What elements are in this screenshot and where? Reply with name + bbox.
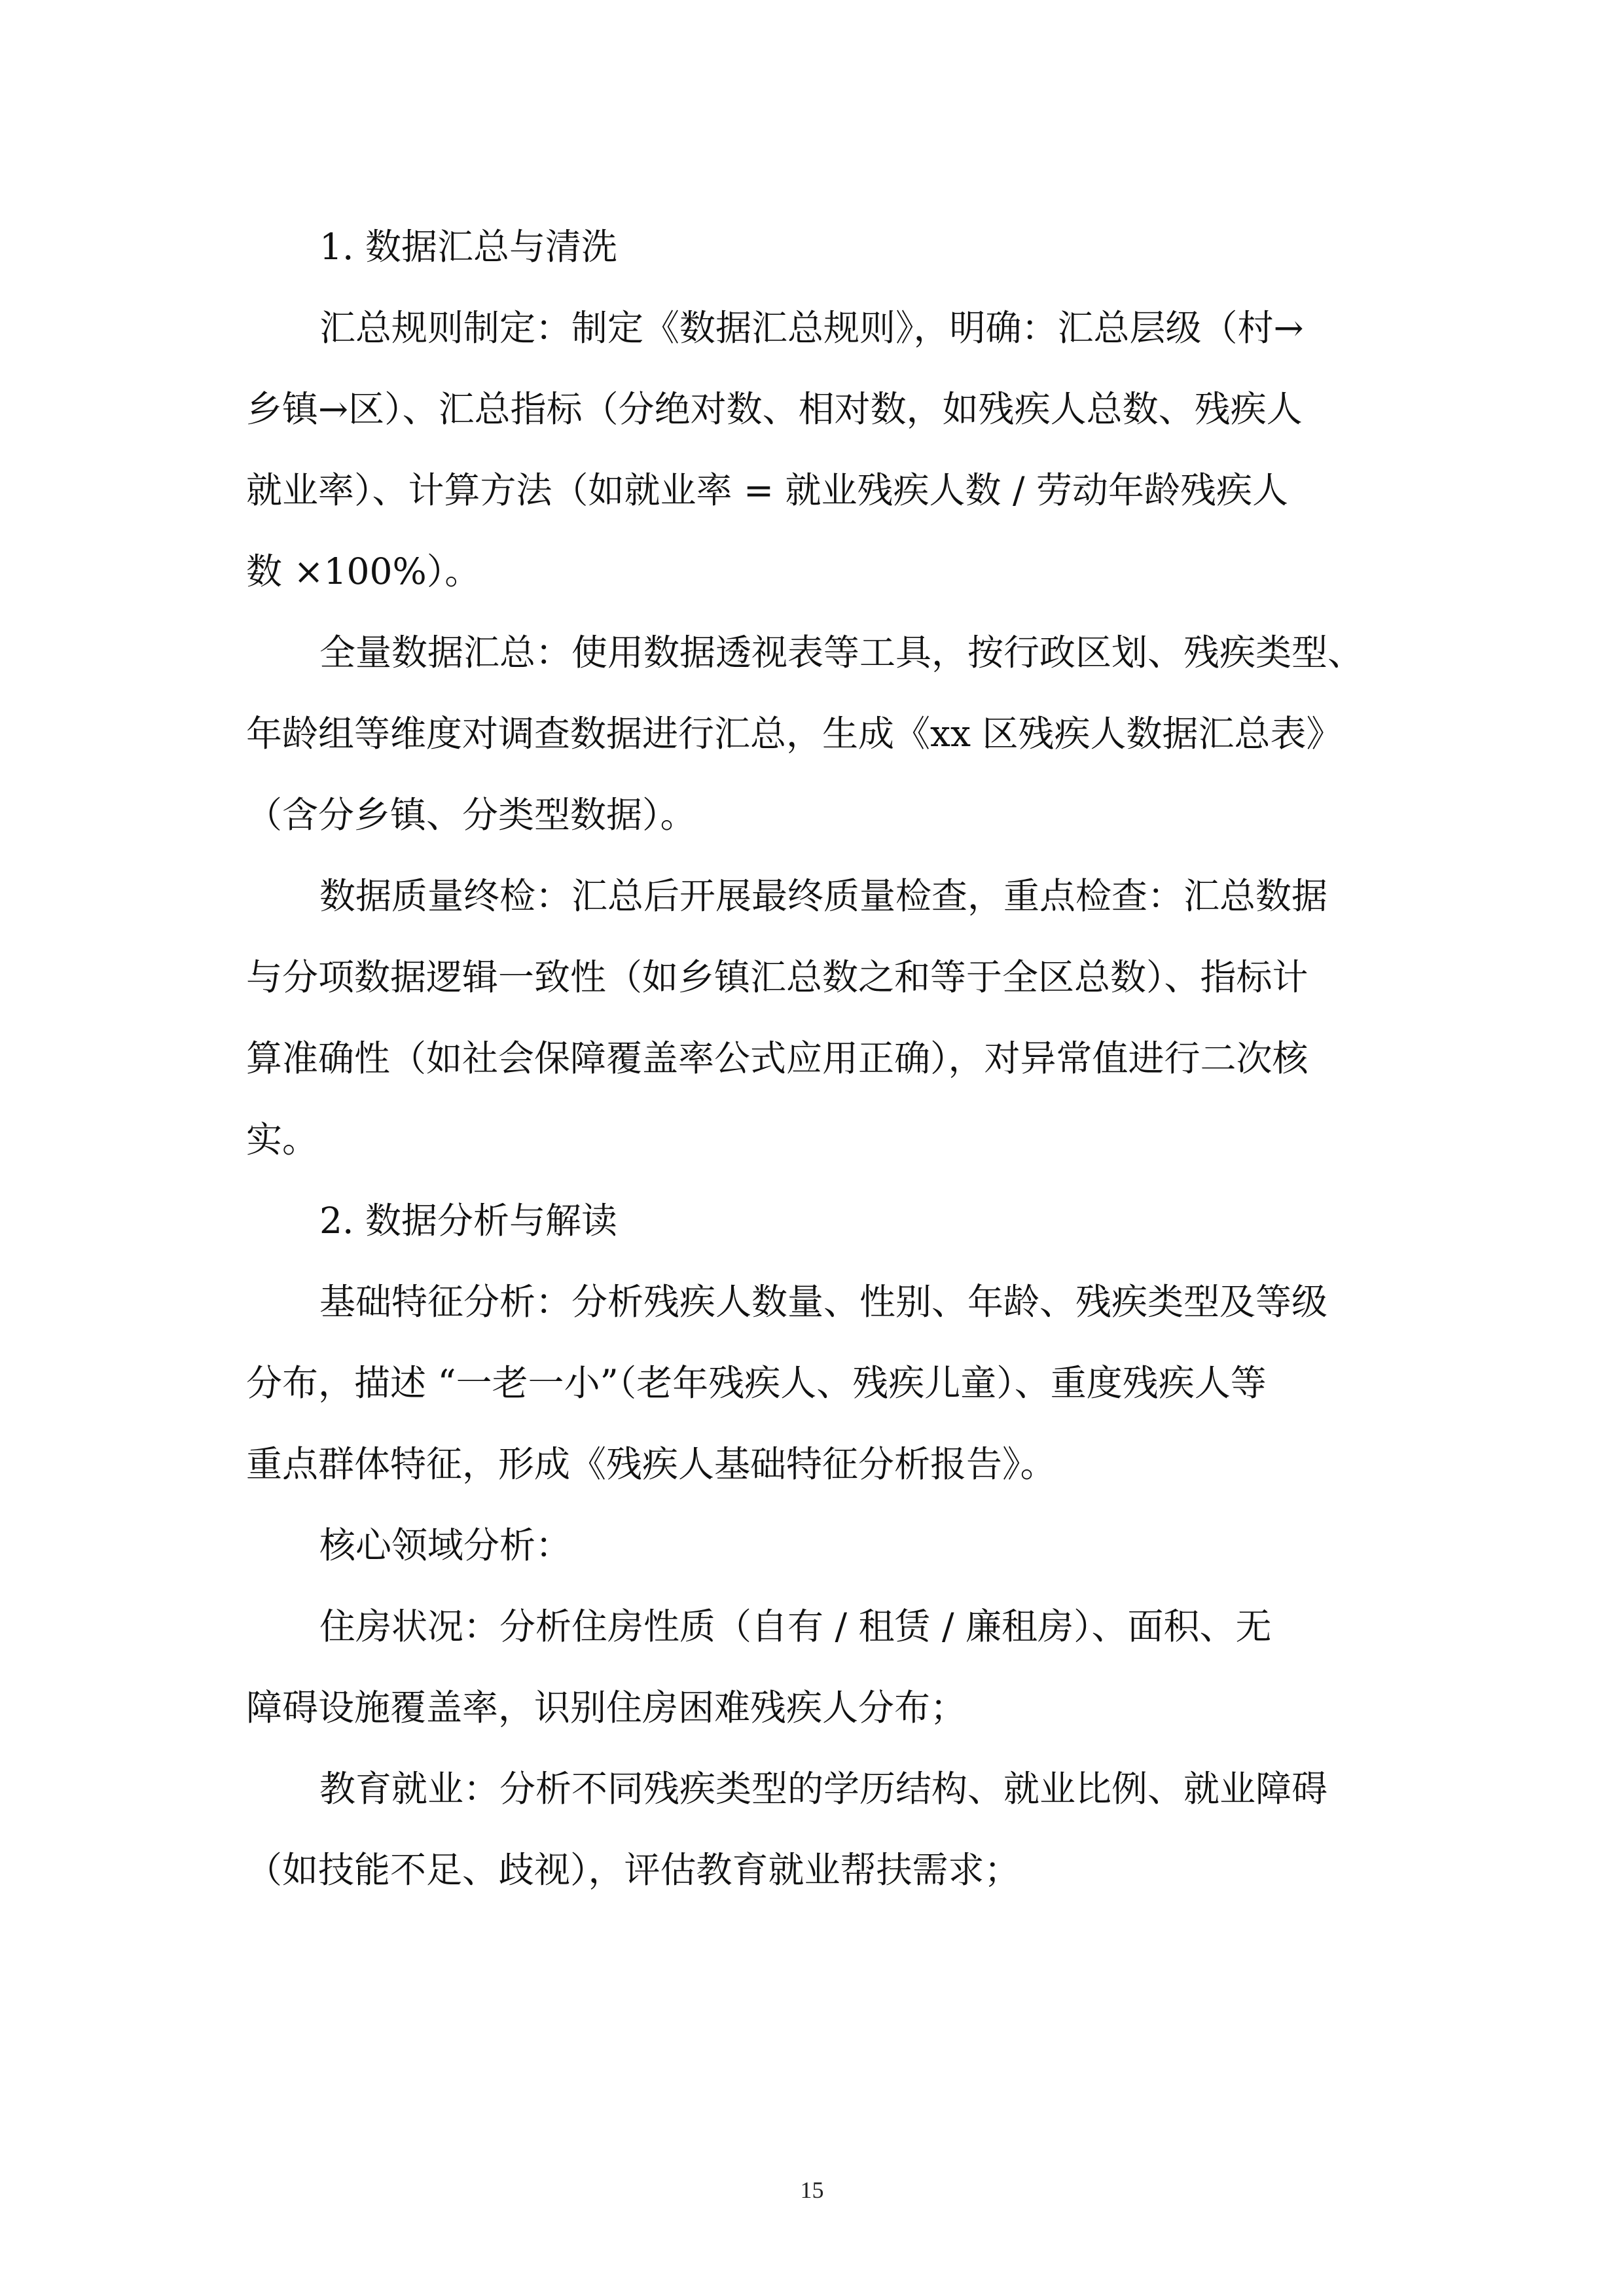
paragraph-line	[246, 937, 1398, 1018]
paragraph-text: 实。	[246, 1119, 319, 1160]
paragraph-text: （含分乡镇、分类型数据）。	[246, 794, 696, 836]
paragraph-line	[246, 612, 1398, 693]
paragraph-line	[246, 1748, 1398, 1829]
paragraph-text: 基础特征分析：分析残疾人数量、性别、年龄、残疾类型及等级	[319, 1281, 1328, 1323]
paragraph-text: 全量数据汇总：使用数据透视表等工具，按行政区划、残疾类型、	[319, 632, 1364, 673]
paragraph-line	[246, 1261, 1398, 1342]
paragraph-line	[246, 774, 1398, 855]
paragraph-text: 教育就业：分析不同残疾类型的学历结构、就业比例、就业障碍	[319, 1768, 1328, 1810]
paragraph-text: 乡镇→区）、汇总指标（分绝对数、相对数，如残疾人总数、残疾人	[246, 388, 1303, 430]
paragraph-text: 住房状况：分析住房性质（自有 / 租赁 / 廉租房）、面积、无	[319, 1605, 1272, 1647]
paragraph-line	[246, 1586, 1398, 1667]
section-heading-text: 2. 数据分析与解读	[319, 1200, 617, 1242]
paragraph-text: 核心领域分析：	[319, 1524, 572, 1566]
paragraph-line	[246, 287, 1398, 368]
paragraph-line	[246, 1829, 1398, 1910]
paragraph-line	[246, 450, 1398, 531]
paragraph-text: 汇总规则制定：制定《数据汇总规则》，明确：汇总层级（村→	[319, 307, 1304, 349]
paragraph-text: 分布，描述 “一老一小”（老年残疾人、残疾儿童）、重度残疾人等	[246, 1362, 1267, 1404]
paragraph-line	[246, 693, 1398, 774]
paragraph-line	[246, 855, 1398, 937]
section-heading	[246, 1180, 1398, 1261]
paragraph-line	[246, 368, 1398, 450]
paragraph-text: （如技能不足、歧视），评估教育就业帮扶需求；	[246, 1849, 1020, 1891]
paragraph-line	[246, 1667, 1398, 1748]
section-heading-text: 1. 数据汇总与清洗	[319, 226, 617, 268]
paragraph-text: 障碍设施覆盖率，识别住房困难残疾人分布；	[246, 1687, 967, 1729]
paragraph-text: 就业率）、计算方法（如就业率 = 就业残疾人数 / 劳动年龄残疾人	[246, 469, 1289, 511]
paragraph-text: 年龄组等维度对调查数据进行汇总，生成《xx 区残疾人数据汇总表》	[246, 713, 1343, 755]
paragraph-text: 数据质量终检：汇总后开展最终质量检查，重点检查：汇总数据	[319, 875, 1328, 917]
paragraph-line	[246, 1505, 1398, 1586]
section-heading	[246, 206, 1398, 287]
paragraph-text: 数 ×100%）。	[246, 550, 481, 592]
paragraph-text: 与分项数据逻辑一致性（如乡镇汇总数之和等于全区总数）、指标计	[246, 956, 1308, 998]
paragraph-line	[246, 1018, 1398, 1099]
paragraph-text: 重点群体特征，形成《残疾人基础特征分析报告》。	[246, 1443, 1056, 1485]
document-body	[246, 206, 1398, 1910]
paragraph-line	[246, 531, 1398, 612]
paragraph-line	[246, 1424, 1398, 1505]
paragraph-line	[246, 1099, 1398, 1180]
paragraph-line	[246, 1342, 1398, 1424]
page-number: 15	[800, 2177, 824, 2203]
paragraph-text: 算准确性（如社会保障覆盖率公式应用正确），对异常值进行二次核	[246, 1037, 1308, 1079]
